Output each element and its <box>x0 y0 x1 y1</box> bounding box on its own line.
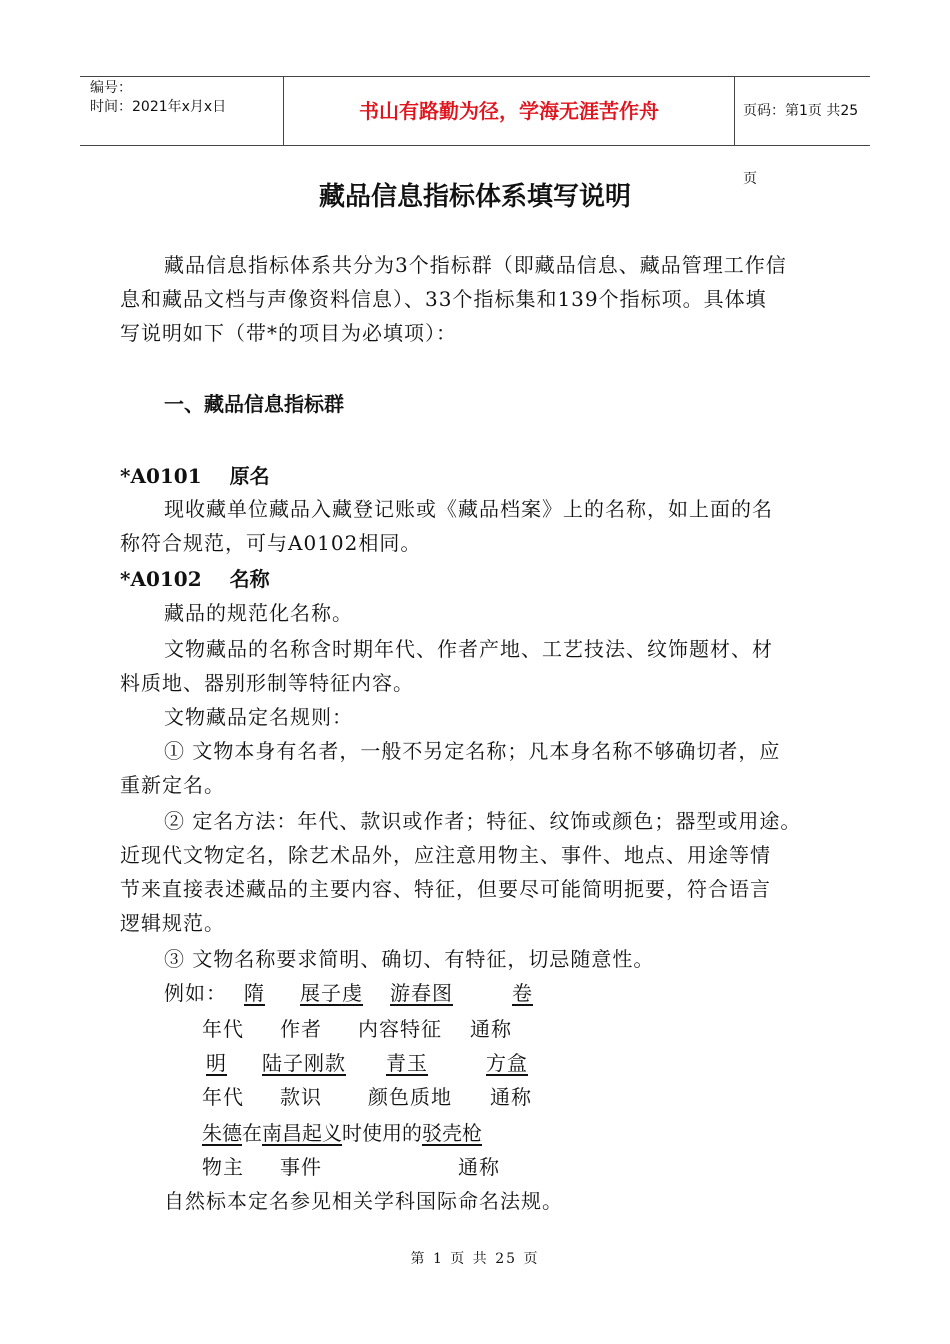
a0102-line-6: 重新定名。 <box>120 773 225 797</box>
a0101-name: 原名 <box>229 464 270 488</box>
example-1-term: 展子虔 <box>300 981 363 1005</box>
example-1-label: 通称 <box>470 1017 512 1041</box>
page-title: 藏品信息指标体系填写说明 <box>318 182 631 212</box>
a0102-line-10: 逻辑规范。 <box>120 911 225 935</box>
a0101-heading <box>120 460 270 489</box>
a0102-line-9: 节来直接表述藏品的主要内容、特征，但要尽可能简明扼要，符合语言 <box>120 877 771 901</box>
a0102-heading <box>120 563 270 592</box>
example-2-term: 明 <box>206 1051 227 1075</box>
example-1-label: 作者 <box>280 1017 322 1041</box>
a0101-line-1: 现收藏单位藏品入藏登记账或《藏品档案》上的名称，如上面的名 <box>164 497 773 521</box>
intro-line-2: 息和藏品文档与声像资料信息）、33个指标集和139个指标项。具体填 <box>120 287 767 311</box>
a0102-line-1: 藏品的规范化名称。 <box>164 601 353 625</box>
example-2-label: 通称 <box>490 1085 532 1109</box>
a0102-code: *A0102 <box>120 567 202 591</box>
header-table <box>80 76 870 187</box>
a0102-line-5: ① 文物本身有名者，一般不另定名称；凡本身名称不够确切者，应 <box>164 739 781 763</box>
example-3-sentence: 朱德在南昌起义时使用的驳壳枪 <box>202 1121 482 1145</box>
header-meta <box>80 77 280 145</box>
example-2-label: 款识 <box>280 1085 322 1109</box>
a0102-line-2: 文物藏品的名称含时期年代、作者产地、工艺技法、纹饰题材、材 <box>164 637 773 661</box>
example-1-term: 隋 <box>244 981 265 1005</box>
closing-line: 自然标本定名参见相关学科国际命名法规。 <box>164 1189 563 1213</box>
example-2-label: 年代 <box>202 1085 244 1109</box>
example-2-term: 陆子刚款 <box>262 1051 346 1075</box>
a0102-name: 名称 <box>229 567 270 591</box>
code-label: 编号： <box>90 80 132 96</box>
page-footer: 第 1 页 共 25 页 <box>410 1251 540 1267</box>
a0102-line-11: ③ 文物名称要求简明、确切、有特征，切忌随意性。 <box>164 947 655 971</box>
intro-line-1: 藏品信息指标体系共分为3个指标群（即藏品信息、藏品管理工作信 <box>164 253 787 277</box>
example-2-term: 青玉 <box>386 1051 428 1075</box>
intro-line-3: 写说明如下（带*的项目为必填项）： <box>120 321 457 345</box>
header-page-info: 页码：第1页 共25页 <box>743 103 859 187</box>
example-1-label: 内容特征 <box>358 1017 442 1041</box>
a0101-code: *A0101 <box>120 464 202 488</box>
section-heading: 一、藏品信息指标群 <box>164 392 344 416</box>
example-1-term: 游春图 <box>390 981 453 1005</box>
example-3-label: 物主 <box>202 1155 244 1179</box>
example-2-term: 方盒 <box>486 1051 528 1075</box>
a0102-line-8: 近现代文物定名，除艺术品外，应注意用物主、事件、地点、用途等情 <box>120 843 771 867</box>
a0101-line-2: 称符合规范，可与A0102相同。 <box>120 531 422 555</box>
example-3-label: 通称 <box>458 1155 500 1179</box>
a0102-line-3: 料质地、器别形制等特征内容。 <box>120 671 414 695</box>
example-3-label: 事件 <box>280 1155 322 1179</box>
a0102-line-7: ② 定名方法：年代、款识或作者；特征、纹饰或颜色；器型或用途。 <box>164 809 802 833</box>
time-label: 时间：2021年x月x日 <box>90 99 227 115</box>
header-motto: 书山有路勤为径，学海无涯苦作舟 <box>283 77 735 145</box>
example-lead: 例如： <box>164 981 227 1005</box>
example-1-term: 卷 <box>512 981 533 1005</box>
example-1-label: 年代 <box>202 1017 244 1041</box>
a0102-line-4: 文物藏品定名规则： <box>164 705 353 729</box>
example-2-label: 颜色质地 <box>368 1085 452 1109</box>
